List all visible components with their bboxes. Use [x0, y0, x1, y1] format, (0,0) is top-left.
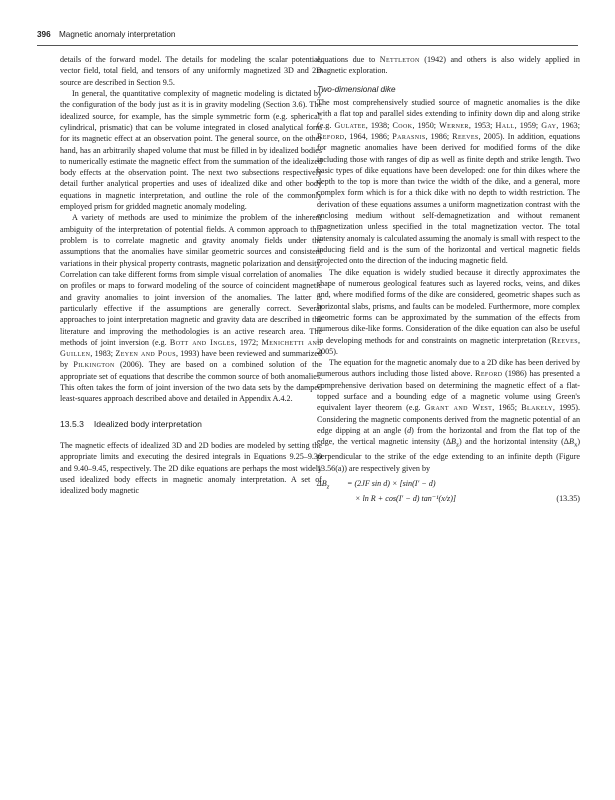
- equation-number: (13.35): [556, 494, 580, 504]
- paragraph: details of the forward model. The details for modeling the scalar potential, vector field, total field, and tensors of any uniformly magnetized 3D and 2D source are described in Section 9.5.: [60, 55, 322, 87]
- citation: Pilkington: [73, 360, 115, 370]
- equation-line-2: [317, 493, 580, 504]
- section-title: Idealized body interpretation: [93, 418, 202, 429]
- citation: Nettleton: [379, 55, 420, 64]
- running-title: Magnetic anomaly interpretation: [58, 30, 176, 39]
- paragraph: The equation for the magnetic anomaly due to a 2D dike has been derived by numerous authors including those listed above. Reford (1986) has presented a comprehensive derivation based on determining the magnetic effect of a flat-topped surface and a bounding edge of a magnetic volume using Green's equivalent layer theorem (e.g. Grant and West, 1965; Blakely, 1995). Considering the magnetic components derived from the magnetic potential of an edge dipping at an angle (d) from the horizontal and from the flat top of the edge, the vertical magnetic intensity $(\Delta B_z)$ and the horizontal intensity $(\Delta B_x)$ perpendicular to the strike of the edge extending to an infinite depth (Figure 13.56(a)) are respectively given by: [317, 358, 581, 473]
- citation: Menichetti and Guillen: [60, 337, 322, 359]
- page-number: 396: [37, 30, 51, 39]
- paragraph: The most comprehensively studied source of magnetic anomalies is the dike with a flat top and parallel sides extending to infinity down dip and along strike (e.g. Gulatee, 1938; Cook, 1950; Werner, 1953; Hall, 1959; Gay, 1963; Reford, 1964, 1986; Parasnis, 1986; Reeves, 2005). In addition, equations for magnetic anomalies have been derived for modified forms of the dike including those with ranges of dip as well as finite depth and strike length. Two basic types of dike equations have been developed: one for thin dikes where the depth to the top is more than twice the width of the dike, and a general, more complex form which is for a thick dike with no depth to width restriction. The derivation of these equations assumes a uniform magnetization contrast with the enclosing medium without self-demagnetization and without remanent magnetization unless specified in the total magnetization vector. The total intensity anomaly is calculated assuming the anomaly is small with respect to the inducing field and is the sum of the horizontal and vertical magnetic fields projected onto the direction of the inducing magnetic field.: [317, 97, 580, 266]
- running-header: [37, 30, 578, 44]
- header-rule: [37, 45, 578, 46]
- subsection-heading: Two-dimensional dike: [317, 84, 396, 94]
- citation: Bott and Ingles: [169, 337, 235, 347]
- citation: Zeyen and Pous: [115, 349, 176, 359]
- equation-rhs: = (2JF sin d) × [sin(I′ − d): [347, 478, 436, 488]
- right-column: [317, 54, 580, 504]
- section-number: 13.5.3: [60, 418, 84, 429]
- section-heading: [60, 419, 322, 430]
- paragraph: equations due to Nettleton (1942) and others is also widely applied in magnetic exploration.: [317, 55, 580, 76]
- paragraph: In general, the quantitative complexity of magnetic modeling is dictated by the configuration of the body just as it is in gravity modeling (Section 3.6). The idealized source, for example, has the simple symmetric form (e.g. spherical, cylindrical, prismatic) that can be volume integrated in closed analytical form for its magnetic effect at an observation point. The general source, on the other hand, has an arbitrarily shaped volume that must be filled in by idealized bodies to numerically estimate the magnetic effect from the summation of the idealized body effects at the observation point. The next two subsections respectively detail further analytical properties and uses of idealized dike and other body equations in magnetic interpretation, and outline the role of the commonly employed prism for gridded magnetic anomaly modeling.: [60, 88, 322, 212]
- paragraph: The magnetic effects of idealized 3D and 2D bodies are modeled by setting the appropriate limits and executing the desired integrals in Equations 9.25–9.30 and 9.40–9.45, respectively. The 2D dike equations are perhaps the most widely used idealized body effects in magnetic anomaly interpretation. A set of idealized body magnetic: [60, 441, 322, 496]
- paragraph: The dike equation is widely studied because it directly approximates the shape of numerous geological features such as layered rocks, veins, and dikes and, where modified forms of the dike are considered, geometric shapes such as horizontal slabs, prisms, and faults can be modeled. Furthermore, more complex geometric forms can be approximated by the summation of the effects from numerous dike-like forms. Consideration of the dike equation can also be useful in developing methods for and constraints on magnetic interpretation (Reeves, 2005).: [317, 267, 580, 356]
- equation-lhs: $\Delta B_z$: [317, 478, 330, 491]
- equation-rhs-continued: × ln R + cos(I′ − d) tan⁻¹(x/z)]: [355, 494, 457, 504]
- paragraph: A variety of methods are used to minimize the problem of the inherent ambiguity of the interpretation of potential fields. A common approach to this problem is to correlate magnetic and gravity anomaly fields under the assumptions that the anomalies have similar geometric sources and consistent variations in their physical property contrasts, magnetic polarization and density. Correlation can take different forms from simple visual correlation of anomalies on profiles or maps to forward modeling of the source of coincident magnetic and gravity anomalies to joint inversion of the anomalies. The latter is particularly effective if the assumptions are generally correct. Several approaches to joint interpretation magnetic and gravity data are described in the literature and improving the methodologies is an active research area. The methods of joint inversion (e.g. Bott and Ingles, 1972; Menichetti and Guillen, 1983; Zeyen and Pous, 1993) have been reviewed and summarized by Pilkington (2006). They are based on a combined solution of the appropriate set of equations that describe the common source of both anomalies. This often takes the form of joint inversion of the two data sets by the damped least-squares approach described above and detailed in Appendix A.4.2.: [60, 213, 322, 404]
- equation-line-1: [317, 478, 580, 489]
- left-column: [60, 54, 322, 497]
